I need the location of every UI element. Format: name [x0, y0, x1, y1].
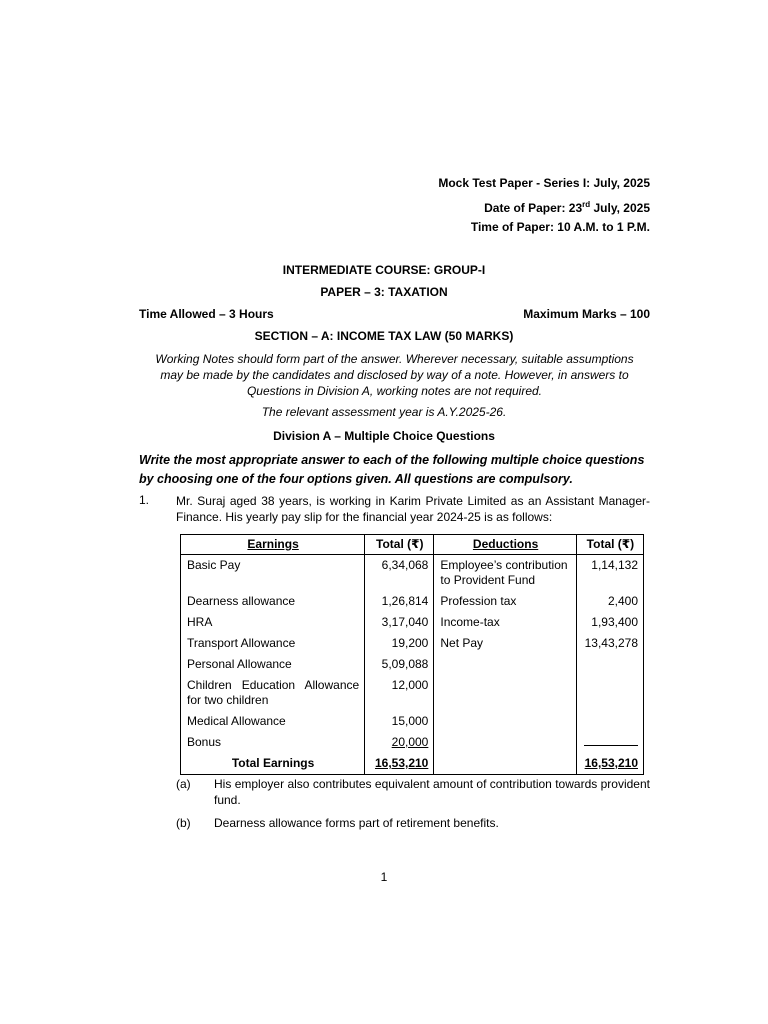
page-number: 1: [380, 870, 388, 884]
deduction-label: [434, 654, 576, 675]
earning-amount: 12,000: [365, 675, 434, 711]
table-row: [181, 675, 644, 711]
working-notes-line-1: Working Notes should form part of the answer. Wherever necessary, suitable assumptions: [155, 352, 634, 366]
note-label: (b): [176, 816, 191, 830]
table-row: [181, 555, 644, 592]
subtotal-rule: [584, 745, 638, 746]
deduction-label: Net Pay: [434, 633, 576, 654]
earning-label: Children Education Allowance for two children: [181, 675, 365, 711]
paper-date: Date of Paper: 23rd July, 2025: [484, 200, 650, 215]
header-total-deductions: Total (₹): [576, 535, 643, 555]
course-title: INTERMEDIATE COURSE: GROUP-I: [282, 263, 486, 277]
earning-amount: 1,26,814: [365, 591, 434, 612]
total-earnings-amount: 16,53,210: [365, 753, 434, 775]
section-title: SECTION – A: INCOME TAX LAW (50 MARKS): [254, 329, 514, 343]
table-row: [181, 711, 644, 732]
instruction-text: Write the most appropriate answer to each of the following multiple choice questions by choosing one of the four options given. All questions are compulsory.: [139, 453, 645, 486]
time-allowed: Time Allowed – 3 Hours: [139, 307, 274, 321]
earning-amount: 6,34,068: [365, 555, 434, 592]
total-earnings-label: Total Earnings: [181, 753, 365, 775]
note-text: His employer also contributes equivalent amount of contribution towards provident fund.: [214, 777, 650, 807]
deduction-label: [434, 732, 576, 753]
earning-label: Basic Pay: [181, 555, 365, 592]
assessment-year: The relevant assessment year is A.Y.2025-26.: [261, 405, 507, 419]
table-row: [181, 732, 644, 753]
division-title: Division A – Multiple Choice Questions: [273, 429, 495, 443]
header-earnings: Earnings: [181, 535, 365, 555]
header-deductions: Deductions: [434, 535, 576, 555]
note-label: (a): [176, 777, 191, 791]
total-row: [181, 753, 644, 775]
deduction-amount: [576, 732, 643, 753]
table-row: [181, 591, 644, 612]
paper-time: Time of Paper: 10 A.M. to 1 P.M.: [470, 220, 650, 234]
table-row: [181, 612, 644, 633]
earning-label: HRA: [181, 612, 365, 633]
deduction-amount: 1,93,400: [576, 612, 643, 633]
deduction-label: Profession tax: [434, 591, 576, 612]
earning-amount: 19,200: [365, 633, 434, 654]
question-text: Mr. Suraj aged 38 years, is working in Karim Private Limited as an Assistant Manager- Finance. His yearly pay slip for the financial year 2024-25 is as follows:: [176, 494, 650, 524]
earning-label: Bonus: [181, 732, 365, 753]
earning-amount: 20,000: [365, 732, 434, 753]
working-notes: [139, 351, 650, 399]
earning-label: Medical Allowance: [181, 711, 365, 732]
paper-series: Mock Test Paper - Series I: July, 2025: [438, 176, 650, 190]
earning-label: Transport Allowance: [181, 633, 365, 654]
earning-amount: 3,17,040: [365, 612, 434, 633]
deduction-amount: [576, 675, 643, 711]
payslip-header-row: [181, 535, 644, 555]
working-notes-line-3: Questions in Division A, working notes are not required.: [246, 384, 543, 398]
deduction-label: [434, 711, 576, 732]
deduction-label: Employee’s contribution to Provident Fund: [434, 555, 576, 592]
paper-title: PAPER – 3: TAXATION: [320, 285, 448, 299]
header-total-earnings: Total (₹): [365, 535, 434, 555]
total-deduction-label: [434, 753, 576, 775]
deduction-amount: 13,43,278: [576, 633, 643, 654]
question-number: 1.: [139, 493, 150, 507]
deduction-amount: [576, 654, 643, 675]
deduction-label: Income-tax: [434, 612, 576, 633]
deduction-amount: 2,400: [576, 591, 643, 612]
table-row: [181, 633, 644, 654]
earning-amount: 5,09,088: [365, 654, 434, 675]
deduction-amount: [576, 711, 643, 732]
maximum-marks: Maximum Marks – 100: [523, 307, 650, 321]
payslip-table: [180, 534, 644, 775]
note-text: Dearness allowance forms part of retirement benefits.: [214, 816, 499, 830]
earning-label: Dearness allowance: [181, 591, 365, 612]
table-row: [181, 654, 644, 675]
deduction-label: [434, 675, 576, 711]
earning-label: Personal Allowance: [181, 654, 365, 675]
working-notes-line-2: may be made by the candidates and disclosed by way of a note. However, in answers to: [160, 368, 629, 382]
deduction-amount: 1,14,132: [576, 555, 643, 592]
earning-amount: 15,000: [365, 711, 434, 732]
total-deductions-amount: 16,53,210: [576, 753, 643, 775]
